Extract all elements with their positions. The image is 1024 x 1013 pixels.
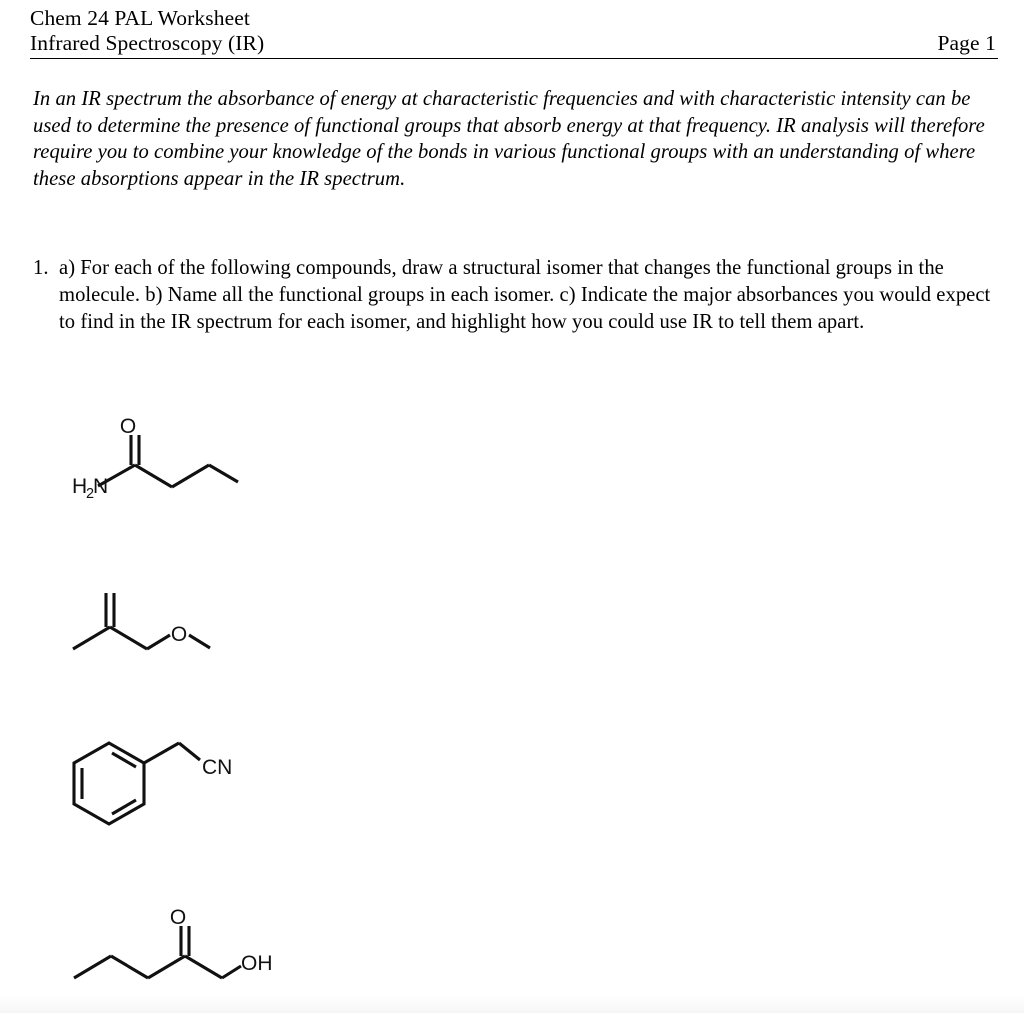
ring-double-bond-top-right [112, 753, 136, 767]
bond-ch3-c [73, 627, 110, 649]
page-number-label: Page 1 [937, 31, 996, 55]
worksheet-title: Chem 24 PAL Worksheet [30, 6, 250, 30]
worksheet-subject: Infrared Spectroscopy (IR) [30, 31, 265, 55]
question-1 [33, 255, 1001, 336]
structure-butanamide [62, 415, 242, 513]
intro-paragraph: In an IR spectrum the absorbance of energy at characteristic frequencies and with characteristic intensity can be used to determine the presence of functional groups that absorb energy at that frequency. IR analysis will therefore require you to combine your knowledge of the bonds in various functional groups with an understanding of where these absorptions appear in the IR spectrum. [33, 88, 985, 190]
bond-o-ch3 [189, 635, 210, 648]
bond-ch2-o [147, 635, 170, 649]
header-subject-row [30, 31, 998, 59]
bond-n-c [98, 465, 135, 486]
bond-carbonylc-ch2 [185, 956, 222, 978]
structure-methyl-methallyl-ether [65, 585, 215, 665]
label-nitrile: CN [202, 756, 233, 779]
label-carbonyl-oxygen: O [169, 906, 187, 929]
label-amine-n: N [93, 475, 109, 498]
bond-c-ch2allylic [110, 627, 147, 649]
label-carbonyl-oxygen: O [119, 415, 137, 438]
document-header [30, 6, 998, 59]
label-amine-subscript: 2 [86, 486, 95, 502]
structure-1-hydroxypentan-2-one [66, 906, 273, 997]
bond-ch2-oh [222, 966, 241, 978]
structure-benzyl-cyanide [66, 734, 236, 834]
benzene-ring-outline [74, 743, 144, 824]
bond-ring-ch2 [144, 743, 179, 763]
page-bottom-edge [0, 995, 1024, 1013]
bond-ch2-ch2 [172, 465, 209, 487]
bond-ch2-carbonylc [148, 956, 185, 978]
bond-ch2-ch2 [111, 956, 148, 978]
bond-ch3-ch2 [74, 956, 111, 978]
label-amine-h: H [72, 475, 88, 498]
label-hydroxyl: OH [241, 952, 273, 975]
question-number: 1. [33, 257, 49, 279]
question-text: a) For each of the following compounds, draw a structural isomer that changes the functional groups in the molecule. b) Name all the functional groups in each isomer. c) Indicate the major absorbances you would expect to find in the IR spectrum for each isomer, and highlight how you could use IR to tell them apart. [59, 257, 991, 333]
label-ether-oxygen: O [170, 623, 188, 646]
ring-double-bond-bottom-right [112, 800, 136, 814]
bond-c-ch2 [135, 465, 172, 487]
bond-ch2-cn [179, 743, 200, 760]
bond-ch2-ch3 [209, 465, 238, 482]
